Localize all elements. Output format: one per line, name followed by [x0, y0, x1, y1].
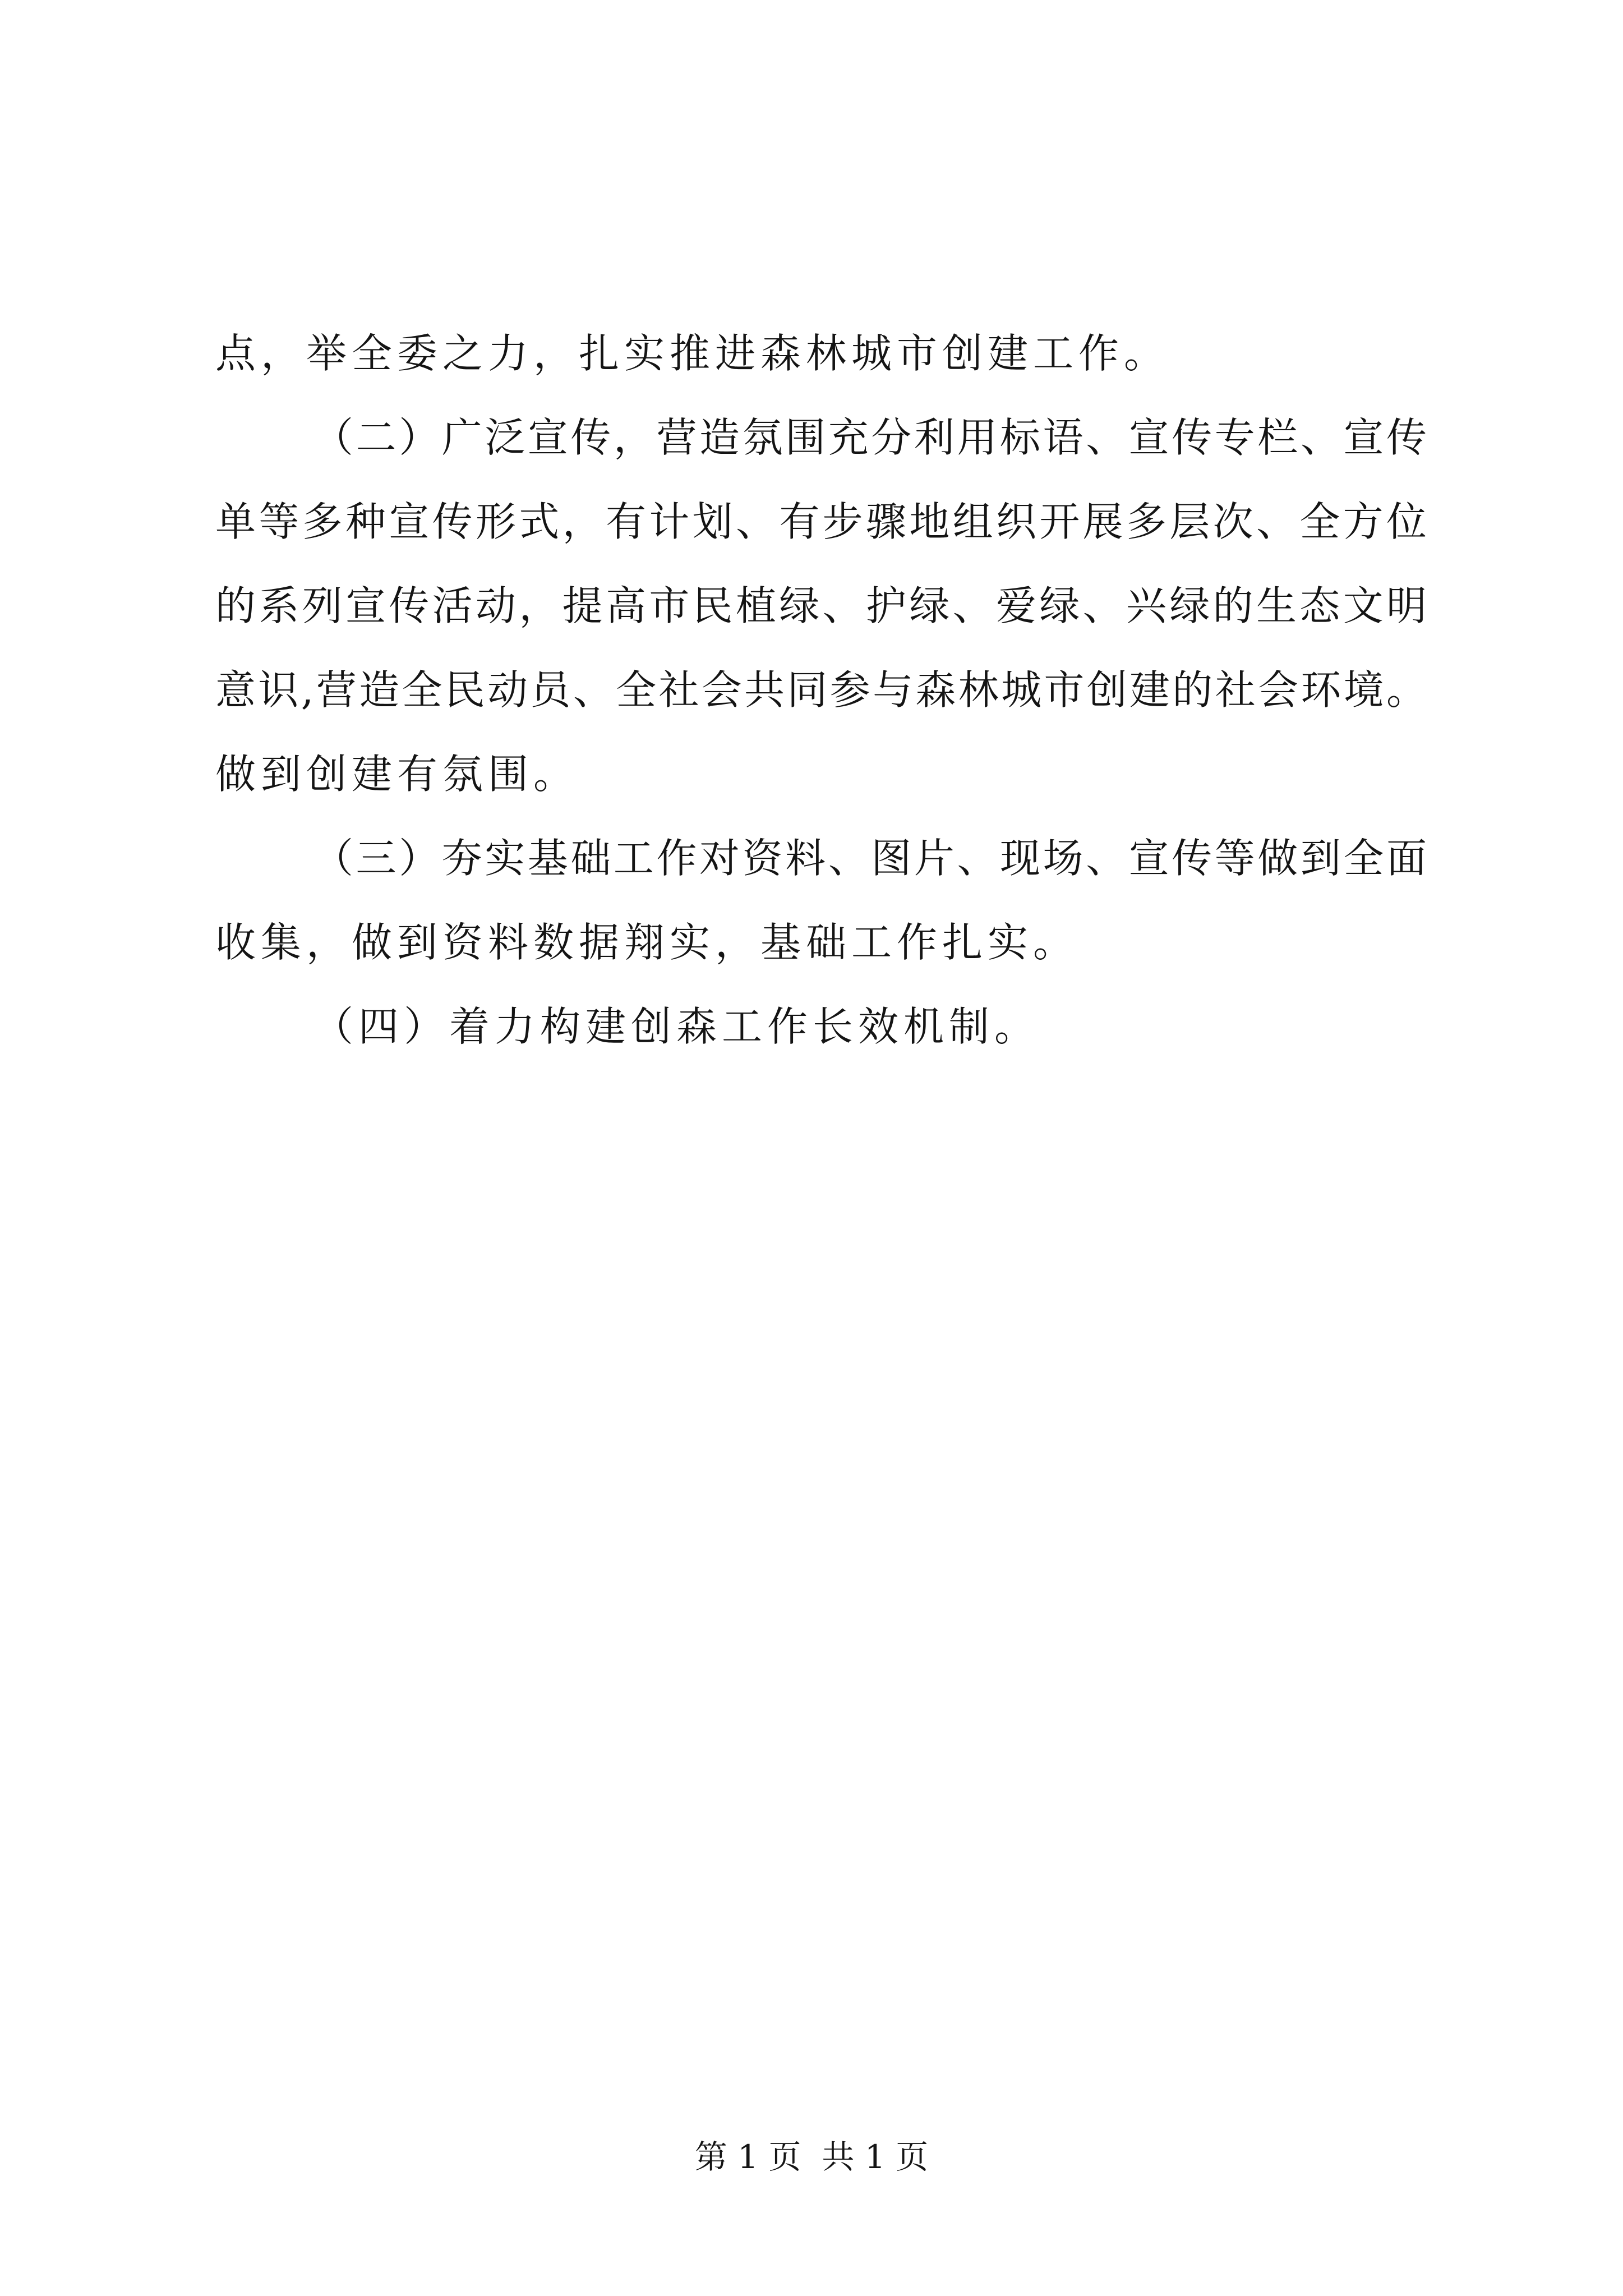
paragraph-line-7: （三）夯实基础工作对资料、图片、现场、宣传等做到全面	[313, 835, 1427, 882]
paragraph-line-8: 收集，做到资料数据翔实，基础工作扎实。	[215, 919, 1079, 966]
paragraph-line-2: （二）广泛宣传，营造氛围充分利用标语、宣传专栏、宣传	[313, 414, 1427, 461]
paragraph-line-4: 的系列宣传活动，提高市民植绿、护绿、爱绿、兴绿的生态文明	[215, 582, 1427, 629]
paragraph-line-9: （四）着力构建创森工作长效机制。	[313, 1003, 1040, 1050]
document-body	[215, 311, 1427, 1069]
page-footer: 第 1 页 共 1 页	[694, 2138, 929, 2176]
paragraph-line-5: 意识,营造全民动员、全社会共同参与森林城市创建的社会环境。	[215, 666, 1427, 714]
paragraph-line-6: 做到创建有氛围。	[215, 751, 579, 798]
paragraph-line-1: 点，举全委之力，扎实推进森林城市创建工作。	[215, 330, 1170, 377]
paragraph-line-3: 单等多种宣传形式，有计划、有步骤地组织开展多层次、全方位	[215, 498, 1427, 545]
